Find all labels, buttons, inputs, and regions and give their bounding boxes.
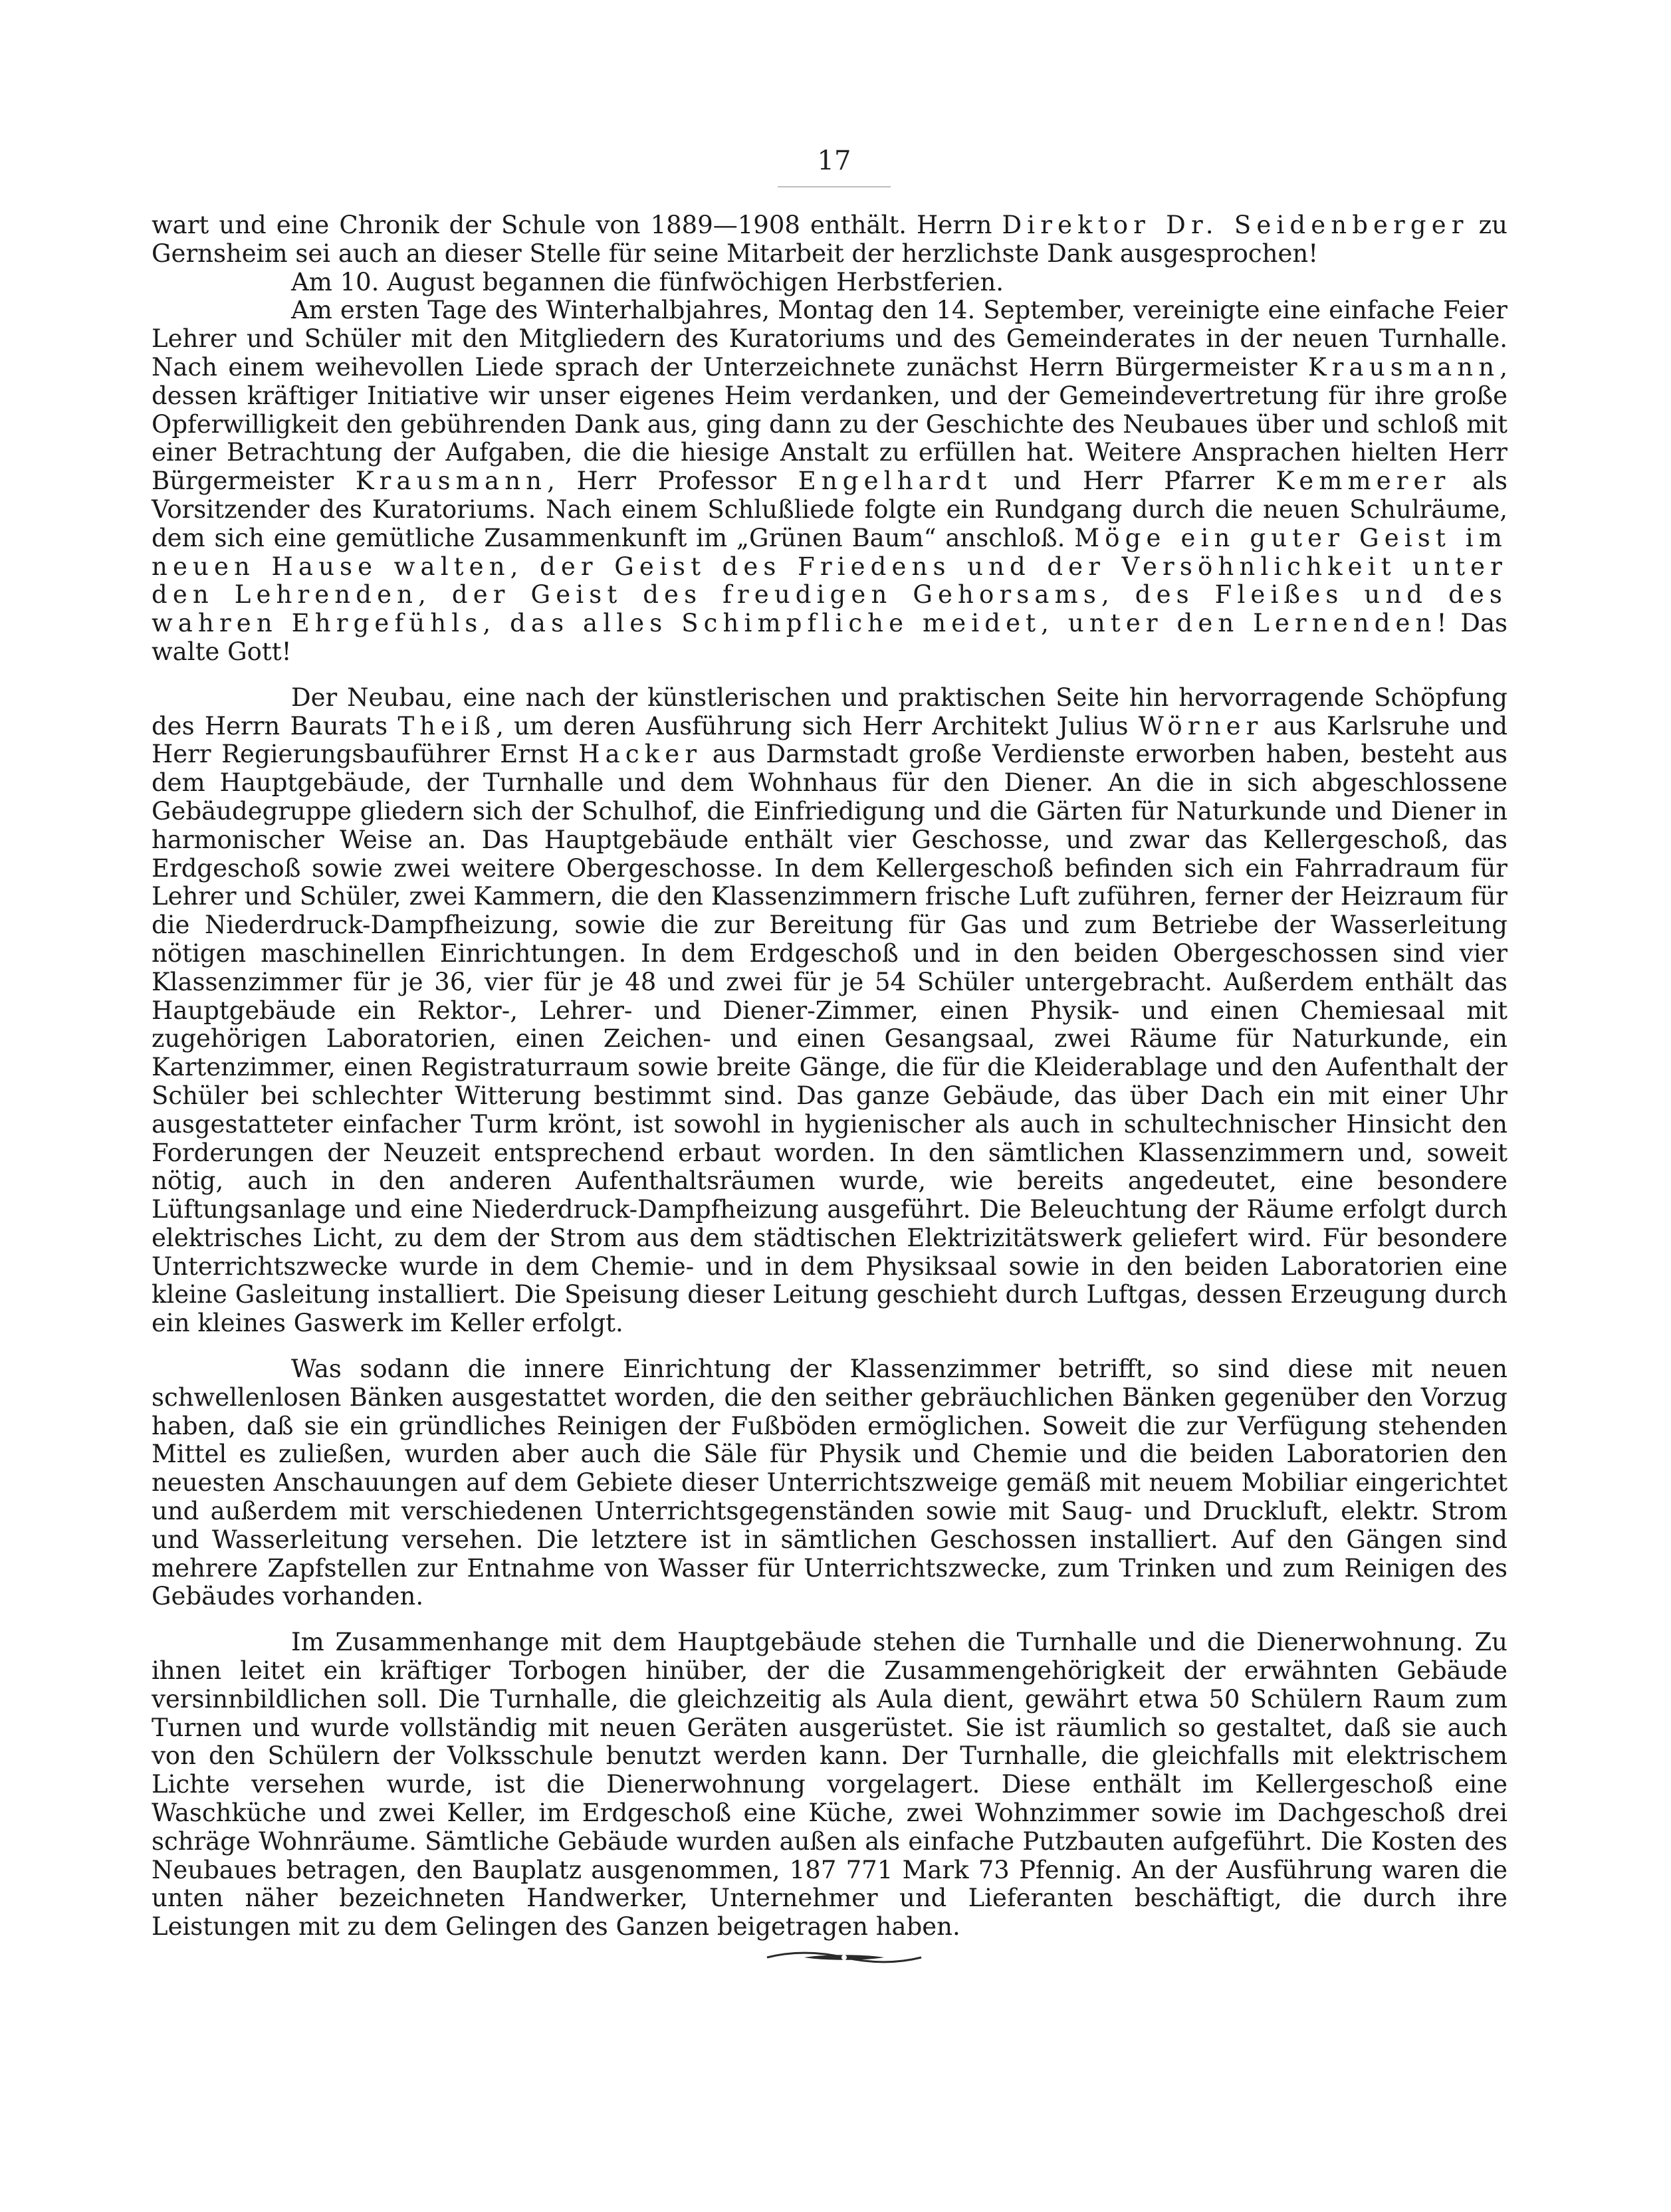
text-run: zu Gernsheim sei auch an dieser Stelle für seine Mitarbeit der herzlichste Dank ausgesprochen! bbox=[152, 211, 1507, 268]
paragraph-holidays bbox=[152, 269, 1507, 297]
text-run-spaced: Hacker bbox=[578, 740, 703, 769]
page-number-rule bbox=[778, 186, 891, 187]
text-run: , dessen kräftiger Initiative wir unser eigenes Heim verdanken, und der Gemeindevertretung für ihre große Opferwilligkeit den gebührenden Dank aus, ging dann zu der Geschichte des Neubaues über und schloß mit einer Betrachtung der Aufgaben, die die hiesige Anstalt zu erfüllen hat. Weitere Ansprachen hielten Herr Bürgermeister bbox=[152, 352, 1507, 496]
text-run: und Herr Pfarrer bbox=[992, 467, 1276, 496]
text-run-spaced: Theiß bbox=[397, 711, 497, 740]
paragraph-celebration bbox=[152, 296, 1507, 666]
text-run: aus Karlsruhe und Herr Regierungsbauführer Ernst bbox=[152, 711, 1507, 769]
paragraph-interior bbox=[152, 1355, 1507, 1611]
text-run: Der Neubau, eine nach der künstlerischen und praktischen Seite hin hervorragende Schöpfung des Herrn Baurats bbox=[152, 683, 1507, 740]
paragraph-new-building bbox=[152, 684, 1507, 1338]
swash-ornament-icon bbox=[764, 1947, 924, 1967]
text-run: aus Darmstadt große Verdienste erworben haben, besteht aus dem Hauptgebäude, der Turnhalle und dem Wohnhaus für den Diener. An die in sich abgeschlossene Gebäudegruppe gliedern sich der Schulhof, die Einfriedigung und die Gärten für Naturkunde und Diener in harmonischer Weise an. Das Hauptgebäude enthält vier Geschosse, und zwar das Kellergeschoß, das Erdgeschoß sowie zwei weitere Obergeschosse. In dem Kellergeschoß befinden sich ein Fahrradraum für Lehrer und Schüler, zwei Kammern, die den Klassenzimmern frische Luft zuführen, ferner der Heizraum für die Niederdruck-Dampfheizung, sowie die zur Bereitung für Gas und zum Betriebe der Wasserleitung nötigen maschinellen Einrichtungen. In dem Erdgeschoß und in den beiden Obergeschossen sind vier Klassenzimmer für je 36, vier für je 48 und zwei für je 54 Schüler untergebracht. Außerdem enthält das Hauptgebäude ein Rektor-, Lehrer- und Diener-Zimmer, einen Physik- und einen Chemiesaal mit zugehörigen Laboratorien, einen Zeichen- und einen Gesangsaal, zwei Räume für Naturkunde, ein Kartenzimmer, einen Registraturraum sowie breite Gänge, die für die Kleiderablage und den Aufenthalt der Schüler bei schlechter Witterung bestimmt sind. Das ganze Gebäude, das über Dach ein mit einer Uhr ausgestatteter einfacher Turm krönt, ist sowohl in hygienischer als auch in schultechnischer Hinsicht den Forderungen der Neuzeit entsprechend erbaut worden. In den sämtlichen Klassenzimmern und, soweit nötig, auch in den anderen Aufenthaltsräumen wurde, wie bereits angedeutet, eine besondere Lüftungsanlage und eine Niederdruck-Dampfheizung ausgeführt. Die Beleuchtung der Räume erfolgt durch elektrisches Licht, zu dem der Strom aus dem städtischen Elektrizitätswerk geliefert wird. Für besondere Unterrichtszwecke wurde in dem Chemie- und in dem Physiksaal sowie in den beiden Laboratorien eine kleine Gasleitung installiert. Die Speisung dieser Leitung geschieht durch Luftgas, dessen Erzeugung durch ein kleines Gaswerk im Keller erfolgt. bbox=[152, 740, 1507, 1338]
body-text bbox=[152, 211, 1507, 1941]
text-run: , um deren Ausführung sich Herr Architekt Julius bbox=[496, 711, 1139, 740]
text-run-spaced: Wörner bbox=[1138, 711, 1264, 740]
page-number: 17 bbox=[817, 146, 851, 176]
text-run: wart und eine Chronik der Schule von 1889—1908 enthält. Herrn bbox=[152, 211, 1002, 239]
text-run-spaced: Engelhardt bbox=[798, 467, 992, 496]
text-run: Am 10. August begannen die fünfwöchigen Herbstferien. bbox=[291, 267, 1004, 296]
text-run: Am ersten Tage des Winterhalbjahres, Montag den 14. September, vereinigte eine einfache Feier Lehrer und Schüler mit den Mitgliedern des Kuratoriums und des Gemeinderates in der neuen Turnhalle. Nach einem weihevollen Liede sprach der Unterzeichnete zunächst Herrn Bürgermeister bbox=[152, 296, 1507, 382]
text-run: als Vorsitzender des Kuratoriums. Nach einem Schlußliede folgte ein Rundgang durch die neuen Schulräume, dem sich eine gemütliche Zusammenkunft im „Grünen Baum“ anschloß. bbox=[152, 467, 1507, 552]
text-run: Was sodann die innere Einrichtung der Klassenzimmer betrifft, so sind diese mit neuen schwellenlosen Bänken ausgestattet worden, die den seither gebräuchlichen Bänken gegenüber den Vorzug haben, daß sie ein gründliches Reinigen der Fußböden ermöglichen. Soweit die zur Verfügung stehenden Mittel es zuließen, wurden aber auch die Säle für Physik und Chemie und die beiden Laboratorien den neuesten Anschauungen auf dem Gebiete dieser Unterrichtszweige gemäß mit neuem Mobiliar eingerichtet und außerdem mit verschiedenen Unterrichtsgegenständen sowie mit Saug- und Druckluft, elektr. Strom und Wasserleitung versehen. Die letztere ist in sämtlichen Geschossen installiert. Auf den Gängen sind mehrere Zapfstellen zur Entnahme von Wasser für Unterrichtszwecke, zum Trinken und zum Reinigen des Gebäudes vorhanden. bbox=[152, 1355, 1507, 1611]
text-run-spaced: Krausmann bbox=[1307, 352, 1500, 382]
text-run: Im Zusammenhange mit dem Hauptgebäude stehen die Turnhalle und die Dienerwohnung. Zu ihnen leitet ein kräftiger Torbogen hinüber, der die Zusammengehörigkeit der erwähnten Gebäude versinnbildlichen soll. Die Turnhalle, die gleichzeitig als Aula dient, gewährt etwa 50 Schülern Raum zum Turnen und wurde vollständig mit neuen Geräten ausgerüstet. Sie ist räumlich so gestaltet, daß sie auch von den Schülern der Volksschule benutzt werden kann. Der Turnhalle, die gleichfalls mit elektrischem Lichte versehen wurde, ist die Dienerwohnung vorgelagert. Diese enthält im Kellergeschoß eine Waschküche und zwei Keller, im Erdgeschoß eine Küche, zwei Wohnzimmer sowie im Dachgeschoß drei schräge Wohnräume. Sämtliche Gebäude wurden außen als einfache Putzbauten aufgeführt. Die Kosten des Neubaues betragen, den Bauplatz ausgenommen, 187 771 Mark 73 Pfennig. An der Ausführung waren die unten näher bezeichneten Handwerker, Unternehmer und Lieferanten beschäftigt, die durch ihre Leistungen mit zu dem Gelingen des Ganzen beigetragen haben. bbox=[152, 1628, 1507, 1941]
text-run-spaced: Kemmerer bbox=[1276, 467, 1451, 496]
paragraph-gymnasium bbox=[152, 1628, 1507, 1941]
paragraph-chronicle bbox=[152, 211, 1507, 269]
text-run-spaced: Möge ein guter Geist im neuen Hause walten, der Geist des Friedens und der Versöhnlichkeit unter den Lehrenden, der Geist des freudigen Gehorsams, des Fleißes und des wahren Ehrgefühls, das alles Schimpfliche meidet, unter den Lernenden! bbox=[152, 523, 1507, 638]
text-run: , Herr Professor bbox=[547, 467, 798, 496]
text-run-spaced: Krausmann bbox=[355, 467, 548, 496]
text-run: Das walte Gott! bbox=[152, 609, 1507, 666]
text-run-spaced: Direktor Dr. Seidenberger bbox=[1002, 211, 1469, 239]
